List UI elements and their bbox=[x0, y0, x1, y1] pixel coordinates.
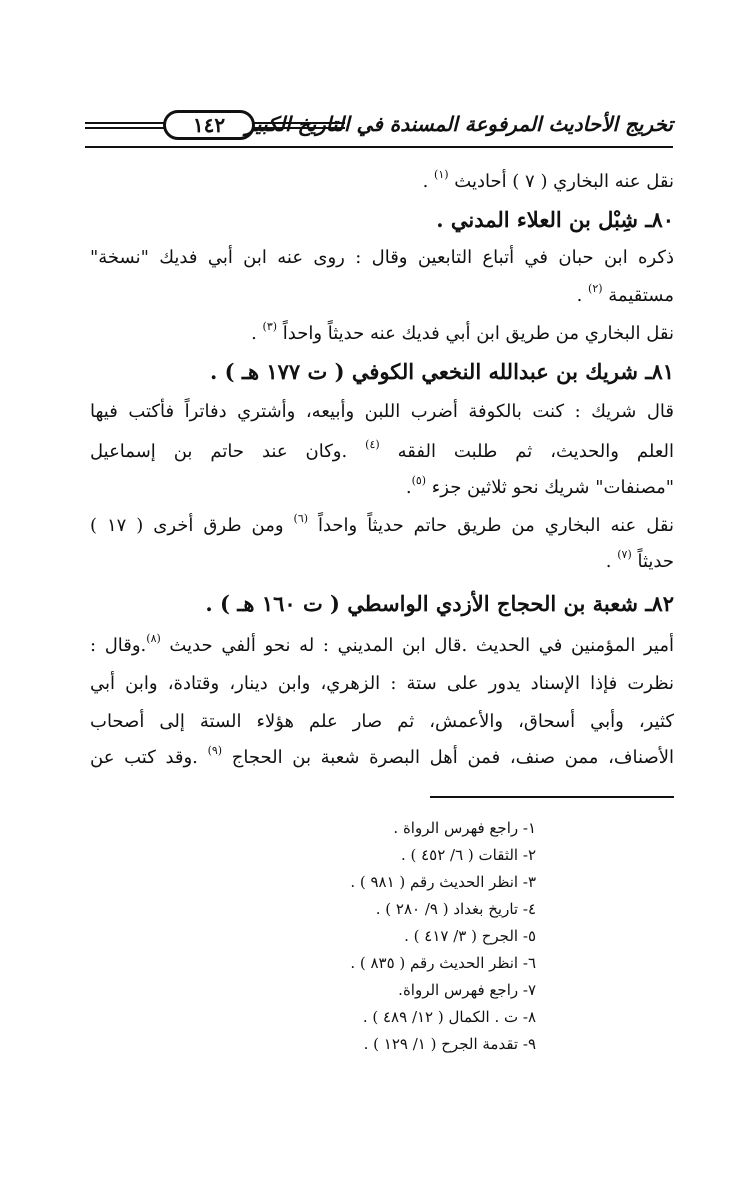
text-run: الأصناف، ممن صنف، فمن أهل البصرة شعبة بن الحجاج bbox=[222, 747, 675, 768]
text-run: . bbox=[605, 551, 618, 572]
footnote-item: ٢- الثقات ( ٦/ ٤٥٢ ) . bbox=[400, 846, 536, 864]
header-title: تخريج الأحاديث المرفوعة المسندة في التاريخ الكبير bbox=[244, 112, 673, 136]
text-line bbox=[90, 246, 674, 270]
text-line bbox=[90, 476, 674, 502]
entry-heading bbox=[90, 208, 674, 232]
text-run: قال شريك : كنت بالكوفة أضرب اللبن وأبيعه، وأشتري دفاتراً فأكتب فيها bbox=[90, 401, 674, 422]
text-run: .وقال : bbox=[90, 635, 147, 656]
text-run: . bbox=[422, 171, 435, 192]
header-rule-left bbox=[85, 122, 165, 124]
footnote-item: ٨- ت . الكمال ( ١٢/ ٤٨٩ ) . bbox=[362, 1008, 536, 1026]
footnote-reference: (٤) bbox=[365, 438, 380, 451]
text-run: . bbox=[251, 323, 263, 344]
footnote-reference: (٥) bbox=[411, 474, 427, 487]
text-line bbox=[90, 322, 674, 348]
footnote-reference: (١) bbox=[434, 168, 449, 181]
text-line bbox=[90, 550, 674, 576]
text-line bbox=[90, 746, 674, 772]
text-run: كثير، وأبي أسحاق، والأعمش، ثم صار علم هؤلاء الستة إلى أصحاب bbox=[90, 711, 674, 732]
text-run: ومن طرق أخرى ( ١٧ ) bbox=[90, 515, 294, 536]
text-line bbox=[90, 170, 674, 196]
entry-heading bbox=[90, 360, 674, 384]
text-run: نقل عنه البخاري ( ٧ ) أحاديث bbox=[448, 171, 674, 192]
text-run: ذكره ابن حبان في أتباع التابعين وقال : روى عنه ابن أبي فديك "نسخة" bbox=[90, 247, 674, 268]
footnote-item: ١- راجع فهرس الرواة . bbox=[393, 819, 536, 837]
footnote-item: ٦- انظر الحديث رقم ( ٨٣٥ ) . bbox=[350, 954, 536, 972]
text-line bbox=[90, 710, 674, 734]
text-line bbox=[90, 400, 674, 424]
text-run: نقل البخاري من طريق ابن أبي فديك عنه حديثاً واحداً bbox=[277, 323, 674, 344]
footnote-separator bbox=[430, 796, 674, 798]
text-run: حديثاً bbox=[631, 551, 674, 572]
text-run: نظرت فإذا الإسناد يدور على ستة : الزهري، وابن دينار، وقتادة، وابن أبي bbox=[90, 673, 674, 694]
text-run: . bbox=[576, 285, 589, 306]
footnote-reference: (٩) bbox=[207, 744, 223, 757]
footnote-reference: (٣) bbox=[262, 320, 278, 333]
footnote-item: ٩- تقدمة الجرح ( ١/ ١٢٩ ) . bbox=[363, 1035, 536, 1053]
text-run: نقل عنه البخاري من طريق حاتم حديثاً واحداً bbox=[308, 515, 675, 536]
footnote-item: ٥- الجرح ( ٣/ ٤١٧ ) . bbox=[404, 927, 536, 945]
text-run: .وقد كتب عن bbox=[90, 747, 208, 768]
text-run: ٨٠ـ شِبْل بن العلاء المدني . bbox=[436, 207, 674, 232]
footnote-reference: (٦) bbox=[293, 512, 309, 525]
text-run: أمير المؤمنين في الحديث .قال ابن المديني : له نحو ألفي حديث bbox=[160, 635, 674, 656]
text-line bbox=[90, 514, 674, 540]
text-line bbox=[90, 440, 674, 466]
text-line bbox=[90, 634, 674, 660]
text-run: ٨٢ـ شعبة بن الحجاج الأزدي الواسطي ( ت ١٦٠ هـ ) . bbox=[205, 591, 674, 616]
footnote-reference: (٨) bbox=[146, 632, 161, 645]
text-run: .وكان عند حاتم بن إسماعيل bbox=[90, 441, 366, 462]
footnote-item: ٣- انظر الحديث رقم ( ٩٨١ ) . bbox=[350, 873, 536, 891]
page-number-frame bbox=[163, 110, 255, 140]
text-run: العلم والحديث، ثم طلبت الفقه bbox=[379, 441, 674, 462]
page-number: ١٤٢ bbox=[192, 113, 226, 137]
footnote-item: ٤- تاريخ بغداد ( ٩/ ٢٨٠ ) . bbox=[375, 900, 536, 918]
text-run: "مصنفات" شريك نحو ثلاثين جزء bbox=[426, 477, 674, 498]
header-underline bbox=[85, 146, 673, 148]
text-run: ٨١ـ شريك بن عبدالله النخعي الكوفي ( ت ١٧٧ هـ ) . bbox=[209, 359, 674, 384]
footnote-item: ٧- راجع فهرس الرواة. bbox=[398, 981, 536, 999]
entry-heading bbox=[90, 592, 674, 616]
footnote-reference: (٧) bbox=[617, 548, 632, 561]
header-rule-left-lower bbox=[85, 127, 165, 129]
text-line bbox=[90, 284, 674, 310]
running-header bbox=[85, 108, 673, 152]
footnote-reference: (٢) bbox=[588, 282, 603, 295]
text-run: . bbox=[405, 477, 412, 498]
text-run: مستقيمة bbox=[602, 285, 674, 306]
text-line bbox=[90, 672, 674, 696]
